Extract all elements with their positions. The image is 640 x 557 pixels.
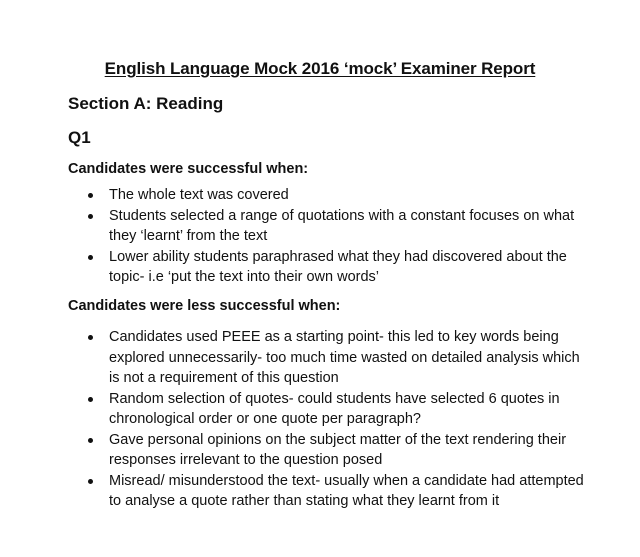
list-item-text: The whole text was covered <box>109 187 289 203</box>
less-successful-heading: Candidates were less successful when: <box>68 298 341 314</box>
section-heading: Section A: Reading <box>68 94 224 113</box>
successful-list <box>88 185 588 288</box>
document-title: English Language Mock 2016 ‘mock’ Examiner Report <box>104 59 536 78</box>
question-heading: Q1 <box>68 128 91 147</box>
bullet-icon <box>88 255 93 260</box>
bullet-icon <box>88 438 93 443</box>
list-item <box>88 389 588 430</box>
bullet-icon <box>88 335 93 340</box>
list-item-text: Random selection of quotes- could students have selected 6 quotes in chronological order or one quote per paragraph? <box>109 390 560 427</box>
successful-heading: Candidates were successful when: <box>68 161 309 177</box>
list-item <box>88 247 588 288</box>
less-successful-list <box>88 327 588 512</box>
list-item <box>88 185 588 206</box>
list-item <box>88 327 588 389</box>
list-item-text: Candidates used PEEE as a starting point- this led to key words being explored unnecessarily- too much time wasted on detailed analysis which is not a requirement of this question <box>109 329 580 386</box>
bullet-icon <box>88 214 93 219</box>
list-item <box>88 430 588 471</box>
list-item <box>88 206 588 247</box>
list-item <box>88 471 588 512</box>
list-item-text: Lower ability students paraphrased what they had discovered about the topic- i.e ‘put the text into their own words’ <box>109 248 567 285</box>
bullet-icon <box>88 397 93 402</box>
list-item-text: Misread/ misunderstood the text- usually when a candidate had attempted to analyse a quote rather than stating what they learnt from it <box>109 472 584 509</box>
bullet-icon <box>88 479 93 484</box>
list-item-text: Gave personal opinions on the subject matter of the text rendering their responses irrelevant to the question posed <box>109 431 567 468</box>
list-item-text: Students selected a range of quotations with a constant focuses on what they ‘learnt’ from the text <box>109 207 575 244</box>
bullet-icon <box>88 193 93 198</box>
